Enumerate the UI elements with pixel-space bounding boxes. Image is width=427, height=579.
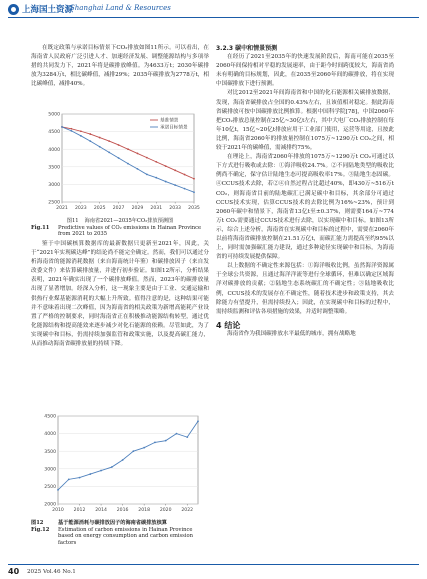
y-tick-label: 3500 [44,449,56,455]
footer-rule [8,564,419,565]
data-point [146,174,148,176]
data-point [132,450,134,452]
data-point [71,130,73,132]
data-point [122,459,124,461]
data-point [61,126,63,128]
x-tick-label: 2021 [56,206,68,211]
y-tick-label: 4000 [44,432,56,438]
data-point [89,140,91,142]
paragraph: 以上数据的不确定性来源包括：①海洋吸收比例，虽然海洋资源属于全球公共资源，且通过海洋洋流等进行全球循环，但难以确定区域海洋对碳排放的贡献；②陆地生态系统碳汇的不确定性；③陆地吸收比例，CCUS技术的发展存在不确定性，随着技术进步和政策支持，其去除能力有望提升，但需持续投入；因此，在实现碳中和目标的过程中，需持续监测和评估各项措施的效果，并适时调整策略。 [216,263,394,315]
y-tick-label: 3000 [48,183,60,188]
data-point [127,163,129,165]
data-point [89,473,91,475]
data-point [137,153,139,155]
data-point [80,135,82,137]
page-number: 40 [8,567,20,576]
x-tick-label: 2022 [181,508,194,513]
x-tick-label: 2020 [159,508,172,513]
left-column-middle [31,240,209,349]
x-tick-label: 2031 [150,206,163,211]
figure-12-caption [31,520,209,546]
data-point [193,178,195,180]
y-tick-label: 4500 [44,414,56,420]
journal-logo-icon [8,4,19,15]
data-point [143,447,145,449]
figure-11-label: 图11 [66,218,79,224]
paragraph: 在理论上，海南省2060年排放的1075万~1290万t CO₂可通过以下方式进行吸收或去除：①海洋吸收24.7%。②不同陆地类型的吸收比例尚不确定，保守估计陆地生态可提高吸收率17%。③陆地生态固碳。④CCUS技术去除，若②④自然过程占比超过40%，即430万~516万t CO₂，则海南省目前的陆地碳汇已满足碳中和目标，其余部分可通过CCUS技术实现，估算CCUS技术的去除比例为16%~23%，预计到2060年碳中和情景下，海南省13亿t至±0.37%，则需要164万~774万t CO₂需要通过CCUS技术进行去除，以实现碳中和目标。如图13所示，综合上述分析，海南省在实现碳中和目标的过程中，需要在2060年以前将海南省碳排放控制在21.51万亿t，而碳汇能力需提高至约95%以上，同时需加强碳汇能力建设，通过多种途径实现碳中和目标，为海南省的可持续发展提供保障。 [216,154,394,261]
data-point [111,466,113,468]
data-point [184,174,186,176]
data-point [184,188,186,190]
data-point [155,177,157,179]
legend-label: 承诺目标情景 [160,125,188,131]
data-point [79,477,81,479]
figure-11-caption [31,218,209,238]
y-tick-label: 2000 [44,502,56,508]
data-point [68,478,70,480]
y-tick-label: 3500 [48,165,60,171]
y-tick-label: 4500 [48,130,60,136]
data-point [174,169,176,171]
figure-12-chart [36,410,204,518]
right-column [216,44,394,339]
data-point [108,140,110,142]
y-tick-label: 5000 [48,112,60,118]
data-point [193,191,195,193]
data-point [80,130,82,132]
paragraph: 在经历了2021至2035年的快速发展阶段后，海南可能在2035至2060年间保持相对平稳的发展速率，由于距今时间跨度较大，海南省尚未有明确的目标规划，因此，在2035至2060年间的碳排放，将在实现中国碳排放下进行预测。 [216,54,394,88]
x-tick-label: 2014 [95,508,107,513]
figure-12-label: 图12 [31,520,44,526]
data-point [165,181,167,183]
x-tick-label: 2016 [116,508,129,513]
x-tick-label: 2025 [93,206,106,211]
x-tick-label: 2010 [52,508,64,513]
data-point [154,442,156,444]
figure-11-title-en: Predictive values of CO₂ emissions in Hainan Province from 2021 to 2035 [58,224,202,238]
section-heading-3-2-3: 3.2.3 碳中和情景预测 [216,45,278,52]
paragraph: 海南省作为我国碳排放水平最低的城市，拥有战略地 [227,330,356,337]
figure-11-title-cn: 海南省2021—2035年CO₂排放预测图 [84,218,174,224]
data-point [165,440,167,442]
journal-title-cn: 上海国土资源 [22,5,74,15]
data-point [118,144,120,146]
data-point [89,133,91,135]
x-tick-label: 2029 [131,206,144,211]
data-point [155,161,157,163]
page-header [0,0,427,18]
legend-label: 基准情景 [160,118,179,124]
issue-info: 2025 Vol.46 No.1 [27,569,76,575]
data-point [197,420,199,422]
figure-12-title-en: Estimation of carbon emissions in Hainan Province based on energy consumption and carbon emission factors [58,526,193,546]
y-tick-label: 3000 [44,467,56,473]
data-point [137,168,139,170]
x-tick-label: 2023 [75,206,87,211]
x-tick-label: 2033 [169,206,181,211]
data-point [186,436,188,438]
paragraph: 在既定政策与承诺目标情景下CO₂排放如图11所示。可以看出，在海南省人民政府广泛引进人才、加速经济发展、调整能源结构与多项举措的共同发力下，2021年将是碳排放峰值。为4633万t；2030年碳排放为3284万t，相比碳峰值，减排29%；2035年碳排放为2778万t，相比碳峰值，减排40%。 [31,45,209,88]
figure-12-title-cn: 基于能源消耗与碳排放因子的海南省碳排放核算 [58,520,167,526]
paragraph: 鉴于中国碳核算数据库的最新数据只更新至2021年，因此，关于“2021年实现碳达峰”的结论尚不能完全确定。然而，我们可以通过分析海南省的能源消耗数据（来自海南统计年鉴）和碳排放因子（来自发改委文件）来估算碳排放量，并进行初步验证。如图12所示，分析结果表明，2021年确实出现了一个碳排放峰值。然而，2023年的碳排放量出现了显著增加。经深入分析，这一现象主要是由于工业、交通运输和供热行业煤基能源消耗的大幅上升所致。值得注意的是，这种结果可能并不意味着出现二次峰值，因为海南省的相关政策为新增高能耗产业设置了严格的控制要求，同时海南省正在积极推动能源结构转型，通过优化能源结构和提高能效来逐步减少对化石能源的依赖。尽管如此，为了实现碳中和目标，仍需持续加强监管和政策实施，以及提高碳汇能力，从而推动海南省碳排放量的持续下降。 [31,241,209,348]
data-point [57,489,59,491]
y-tick-label: 2500 [44,485,56,490]
data-point [99,146,101,148]
x-tick-label: 2012 [73,508,86,513]
data-point [108,151,110,153]
data-point [99,137,101,139]
x-tick-label: 2018 [138,508,151,513]
header-rule [8,17,419,18]
figure-11-label-en: Fig.11 [31,224,50,231]
figure-11-chart [40,108,200,216]
y-tick-label: 2500 [48,200,60,206]
data-point [100,470,102,472]
data-point [118,157,120,159]
data-point [174,184,176,186]
data-point [146,157,148,159]
x-tick-label: 2035 [188,206,200,211]
paragraph: 对比2012至2021年间海南省和中国的化石能源相关碳排放数据，发现，海南省碳排放占全国的0.43%左右，且该值相对稳定。据此海南省碳排放可按中国碳排放比例推算。根据中国科学院[78]，中国2060年把CO₂排放总量控制在25亿~30亿t左右，其中大电厂CO₂排放控制在每年10亿t，15亿~20亿t排放应用于工业部门使用，运营等用途，且按此比例，海南省2060年的排放量控制在1075万~1290万t CO₂之间，相较于2021年的碳峰值，需减排约75%。 [216,90,394,152]
plot-area [58,416,198,504]
data-point [176,433,178,435]
left-column-top [31,44,209,89]
data-point [165,165,167,167]
section-heading-4: 4 结论 [216,320,241,330]
x-tick-label: 2027 [112,206,125,211]
data-point [127,148,129,150]
journal-title-en: Shanghai Land & Resources [70,4,171,12]
y-tick-label: 4000 [48,147,60,153]
figure-12-label-en: Fig.12 [31,526,50,533]
data-point [71,128,73,130]
